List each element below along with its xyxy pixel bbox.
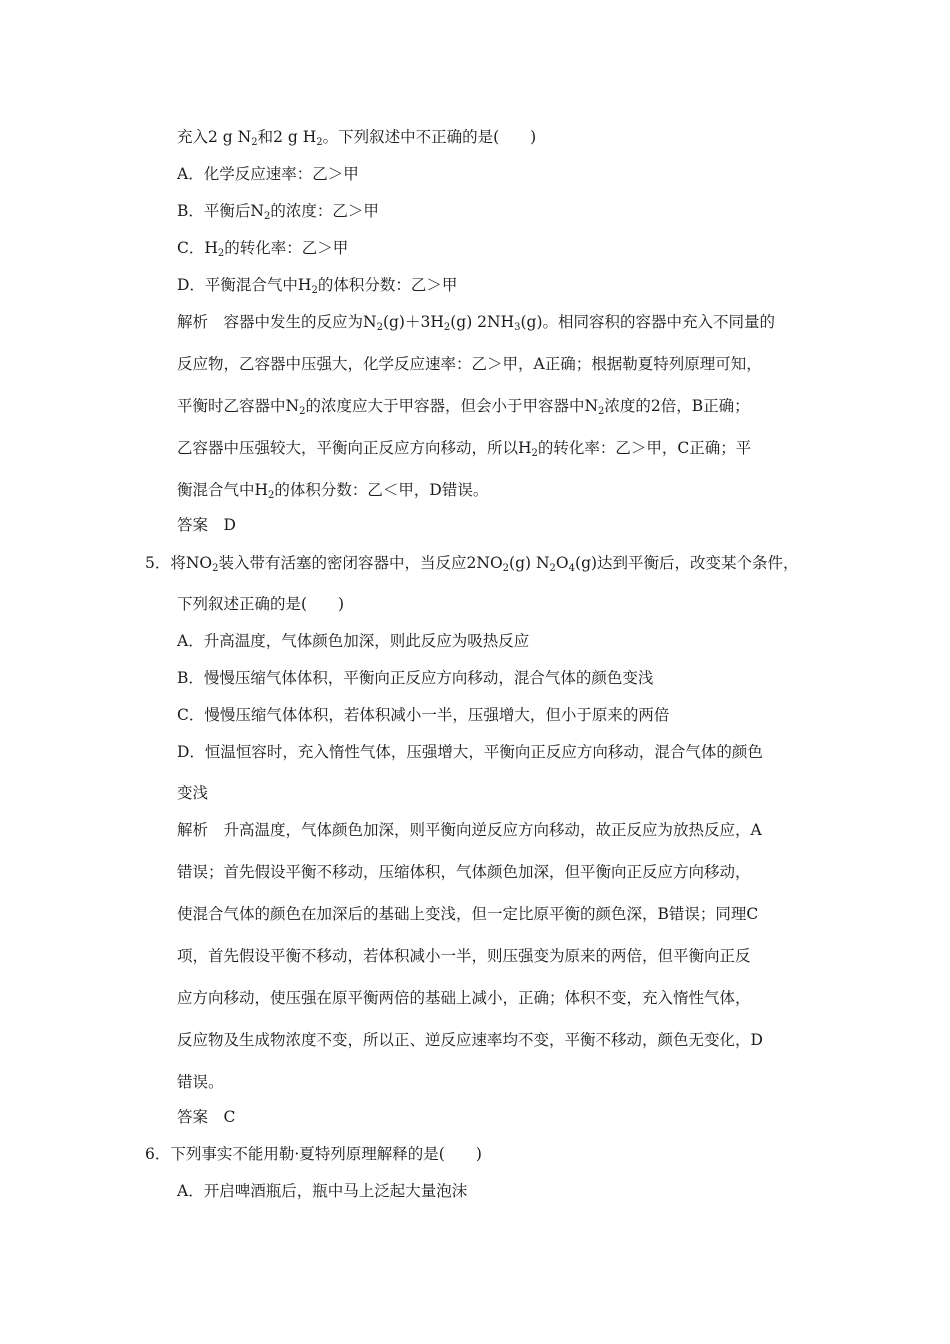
q4-stem-end: 充入2 g $N_2$和2 g $H_2$。下列叙述中不正确的是( ) [177, 128, 537, 148]
q5-analysis-line: 错误。 [177, 1073, 224, 1091]
q5-analysis-line: 应方向移动，使压强在原平衡两倍的基础上减小，正确；体积不变，充入惰性气体， [177, 989, 751, 1007]
q5-option-d: D．恒温恒容时，充入惰性气体，压强增大，平衡向正反应方向移动，混合气体的颜色 [177, 743, 763, 761]
q5-analysis-line: 错误；首先假设平衡不移动，压缩体积，气体颜色加深，但平衡向正反应方向移动， [177, 863, 751, 881]
q5-option-b: B．慢慢压缩气体体积，平衡向正反应方向移动，混合气体的颜色变浅 [177, 669, 654, 687]
q5-analysis-line: 项，首先假设平衡不移动，若体积减小一半，则压强变为原来的两倍，但平衡向正反 [177, 947, 751, 965]
q6-option-a: A．开启啤酒瓶后，瓶中马上泛起大量泡沫 [177, 1182, 468, 1200]
q4-option-b: B．平衡后$N_2$的浓度：乙＞甲 [177, 202, 379, 222]
q4-answer: 答案 D [177, 516, 236, 534]
q5-answer: 答案 C [177, 1108, 236, 1126]
q4-analysis-line: 乙容器中压强较大，平衡向正反应方向移动，所以$H_2$的转化率：乙＞甲，C正确；平 [177, 439, 752, 459]
q5-stem-cont: 下列叙述正确的是( ) [177, 595, 345, 613]
q4-analysis-line: 平衡时乙容器中$N_2$的浓度应大于甲容器，但会小于甲容器中$N_2$浓度的2倍，B正确； [177, 397, 750, 417]
q5-option-d-cont: 变浅 [177, 784, 209, 802]
q5-analysis-line: 解析 升高温度，气体颜色加深，则平衡向逆反应方向移动，故正反应为放热反应，A [177, 821, 762, 839]
q4-option-a: A．化学反应速率：乙＞甲 [177, 165, 359, 183]
q5-option-a: A．升高温度，气体颜色加深，则此反应为吸热反应 [177, 632, 530, 650]
q4-analysis-line: 反应物，乙容器中压强大，化学反应速率：乙＞甲，A正确；根据勒夏特列原理可知， [177, 355, 762, 373]
q4-analysis-line: 解析 容器中发生的反应为$N_2(g)+3H_2(g)$ $2NH_3(g)$。相同容积的容器中充入不同量的 [177, 313, 776, 333]
q5-stem: 5．将$NO_2$装入带有活塞的密闭容器中，当反应$2NO_2(g)$ $N_2O_4(g)$达到平衡后，改变某个条件， [145, 554, 799, 574]
q5-option-c: C．慢慢压缩气体体积，若体积减小一半，压强增大，但小于原来的两倍 [177, 706, 670, 724]
q4-option-d: D．平衡混合气中$H_2$的体积分数：乙＞甲 [177, 276, 458, 296]
q4-option-c: C．$H_2$的转化率：乙＞甲 [177, 239, 349, 259]
q6-stem: 6．下列事实不能用勒·夏特列原理解释的是( ) [145, 1145, 482, 1163]
q4-analysis-line: 衡混合气中$H_2$的体积分数：乙＜甲，D错误。 [177, 481, 489, 501]
q5-analysis-line: 反应物及生成物浓度不变，所以正、逆反应速率均不变，平衡不移动，颜色无变化，D [177, 1031, 763, 1049]
q5-analysis-line: 使混合气体的颜色在加深后的基础上变浅，但一定比原平衡的颜色深，B错误；同理C [177, 905, 759, 923]
